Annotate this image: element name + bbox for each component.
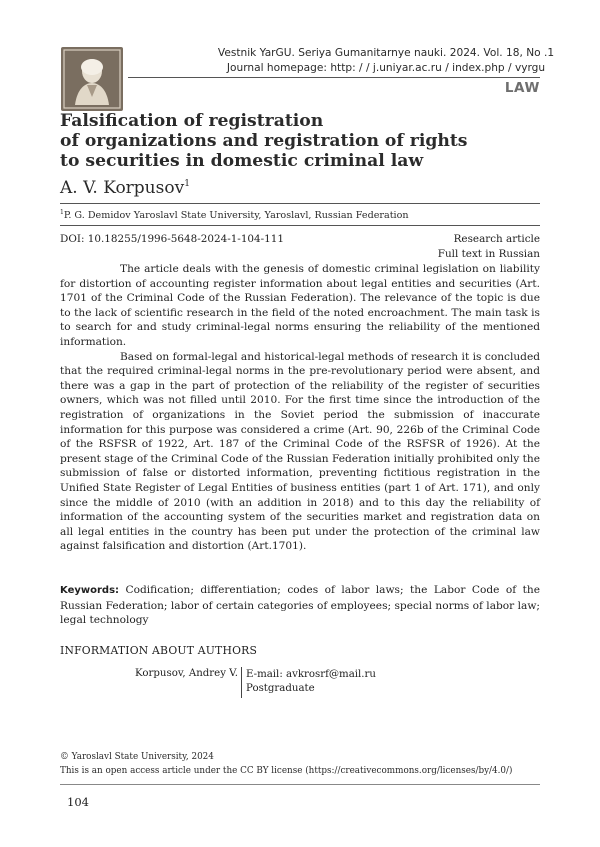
license-notice: This is an open access article under the CC BY license (https://creativecommons.org/licenses/by/4.0/) (60, 766, 513, 776)
article-type: Research article (453, 233, 540, 245)
article-title (60, 111, 530, 171)
affiliation-divider (60, 225, 540, 226)
author-name: A. V. Korpusov (60, 178, 185, 198)
author-info-name: Korpusov, Andrey V. (135, 668, 238, 679)
journal-logo (61, 47, 123, 111)
abstract (60, 262, 540, 554)
affiliation-mark: 1 (60, 209, 64, 216)
doi-link[interactable]: DOI: 10.18255/1996-5648-2024-1-104-111 (60, 233, 284, 245)
author-info-heading: INFORMATION ABOUT AUTHORS (60, 644, 258, 657)
title-line: Falsification of registration (60, 111, 324, 131)
abstract-paragraph: Based on formal-legal and historical-legal methods of research it is concluded that the required criminal-legal norms in the pre-revolutionary period were absent, and there was a gap in the part of protection of the reliability of the register of securities owners, which was not filled until 2010. For the first time since the introduction of the registration of organizations in the Soviet period the submission of inaccurate information for this purpose was considered a crime (Art. 90, 226b of the Criminal Code of the RSFSR of 1922, Art. 187 of the Criminal Code of the RSFSR of 1926). At the present stage of the Criminal Code of the Russian Federation initially prohibited only the submission of false or distorted information, preventing fictitious registration in the Unified State Register of Legal Entities of business entities (part 1 of Art. 171), and only since the middle of 2010 (with an addition in 2018) and to this day the reliability of information of the accounting system of the securities market and registration data on all legal entities in the country has been put under the protection of the criminal law against falsification and distortion (Art.1701). (60, 350, 540, 553)
portrait-emblem-icon (61, 47, 123, 111)
abstract-paragraph: The article deals with the genesis of domestic criminal legislation on liability for distortion of accounting register information about legal entities and securities (Art. 1701 of the Criminal Code of the Russian Federation). The relevance of the topic is due to the lack of scientific research in the field of the noted encroachment. The main task is to search for and study criminal-legal norms ensuring the reliability of the mentioned information. (60, 263, 540, 348)
keywords-text: Codification; differentiation; codes of labor laws; the Labor Code of the Russian Federation; labor of certain categories of employees; special norms of labor law; legal technology (60, 584, 541, 627)
affiliation-text: P. G. Demidov Yaroslavl State University, Yaroslavl, Russian Federation (63, 210, 409, 221)
header-divider (128, 77, 540, 78)
full-text-language: Full text in Russian (437, 248, 540, 260)
keywords-label: Keywords: (60, 585, 120, 596)
page-number: 104 (67, 795, 89, 809)
affiliation (60, 209, 409, 221)
section-tag: LAW (504, 80, 540, 96)
author-affiliation-mark: 1 (184, 179, 190, 189)
author-info-details (246, 668, 376, 696)
author-info-separator (241, 667, 242, 698)
keywords (60, 583, 540, 628)
title-line: to securities in domestic criminal law (60, 151, 424, 171)
author-line (60, 178, 190, 198)
author-divider (60, 203, 540, 204)
journal-citation: Vestnik YarGU. Seriya Gumanitarnye nauki. 2024. Vol. 18, No .1 (217, 47, 555, 59)
author-position: Postgraduate (246, 683, 315, 694)
footer-divider (60, 784, 540, 785)
copyright-notice: © Yaroslavl State University, 2024 (60, 752, 214, 762)
title-line: of organizations and registration of rights (60, 131, 468, 151)
author-email[interactable]: E-mail: avkrosrf@mail.ru (246, 669, 376, 680)
journal-homepage-link[interactable]: Journal homepage: http: / / j.uniyar.ac.ru / index.php / vyrgu (226, 62, 546, 74)
